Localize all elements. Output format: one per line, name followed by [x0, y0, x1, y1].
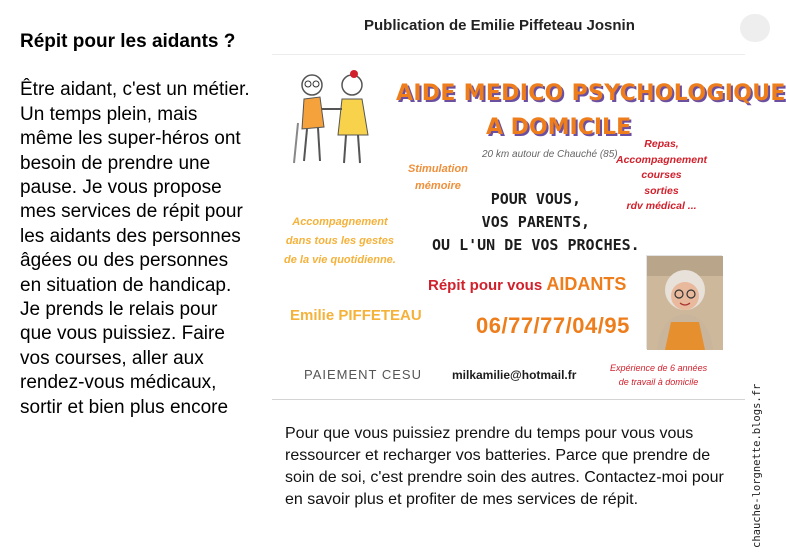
flyer-services: Repas, Accompagnement courses sorties rdv médical ... [616, 138, 708, 212]
watermark: chauche-lorgnette.blogs.fr [751, 383, 763, 548]
flyer-phone: 06/77/77/04/95 [476, 313, 630, 338]
post-menu-button[interactable] [740, 14, 770, 42]
flyer-title-line1: AIDE MEDICO PSYCHOLOGIQUE [396, 81, 786, 106]
portrait-photo [646, 255, 722, 349]
flyer-repit: Répit pour vous AIDANTS [428, 274, 627, 294]
flyer-name: Emilie PIFFETEAU [290, 307, 422, 324]
left-text-block [20, 30, 250, 420]
flyer-image [272, 54, 786, 400]
flyer-pour-vous: POUR VOUS, VOS PARENTS, OU L'UN DE VOS PROCHES. [432, 190, 640, 254]
left-heading: Répit pour les aidants ? [20, 31, 236, 52]
flyer-accompagnement: Accompagnement dans tous les gestes de la vie quotidienne. [284, 216, 396, 266]
elderly-couple-illustration [282, 65, 382, 175]
flyer-stimulation: Stimulation mémoire [408, 163, 468, 192]
post-caption: Pour que vous puissiez prendre du temps pour vous vous ressourcer et recharger vos batteries. Parce que prendre de soin de soi, c'est prendre soin des autres. Contactez-moi pour en savoir plus et profiter de mes services de répit. [285, 425, 724, 508]
flyer-radius: 20 km autour de Chauché (85) [482, 149, 618, 160]
flyer-experience: Expérience de 6 années de travail à domicile [610, 363, 708, 387]
flyer-title-line2: A DOMICILE [486, 115, 632, 140]
flyer-email: milkamilie@hotmail.fr [452, 368, 577, 382]
left-body: Être aidant, c'est un métier. Un temps plein, mais même les super-héros ont besoin de prendre une pause. Je vous propose mes services de répit pour les aidants des personnes âgées ou des personnes en situation de handicap. Je prends le relais pour que vous puissiez. Faire vos courses, aller aux rendez-vous médicaux, sortir et bien plus encore [20, 79, 250, 418]
flyer-payment: PAIEMENT CESU [304, 367, 422, 382]
portrait-illustration [647, 256, 723, 350]
post-title: Publication de Emilie Piffeteau Josnin [364, 17, 635, 34]
